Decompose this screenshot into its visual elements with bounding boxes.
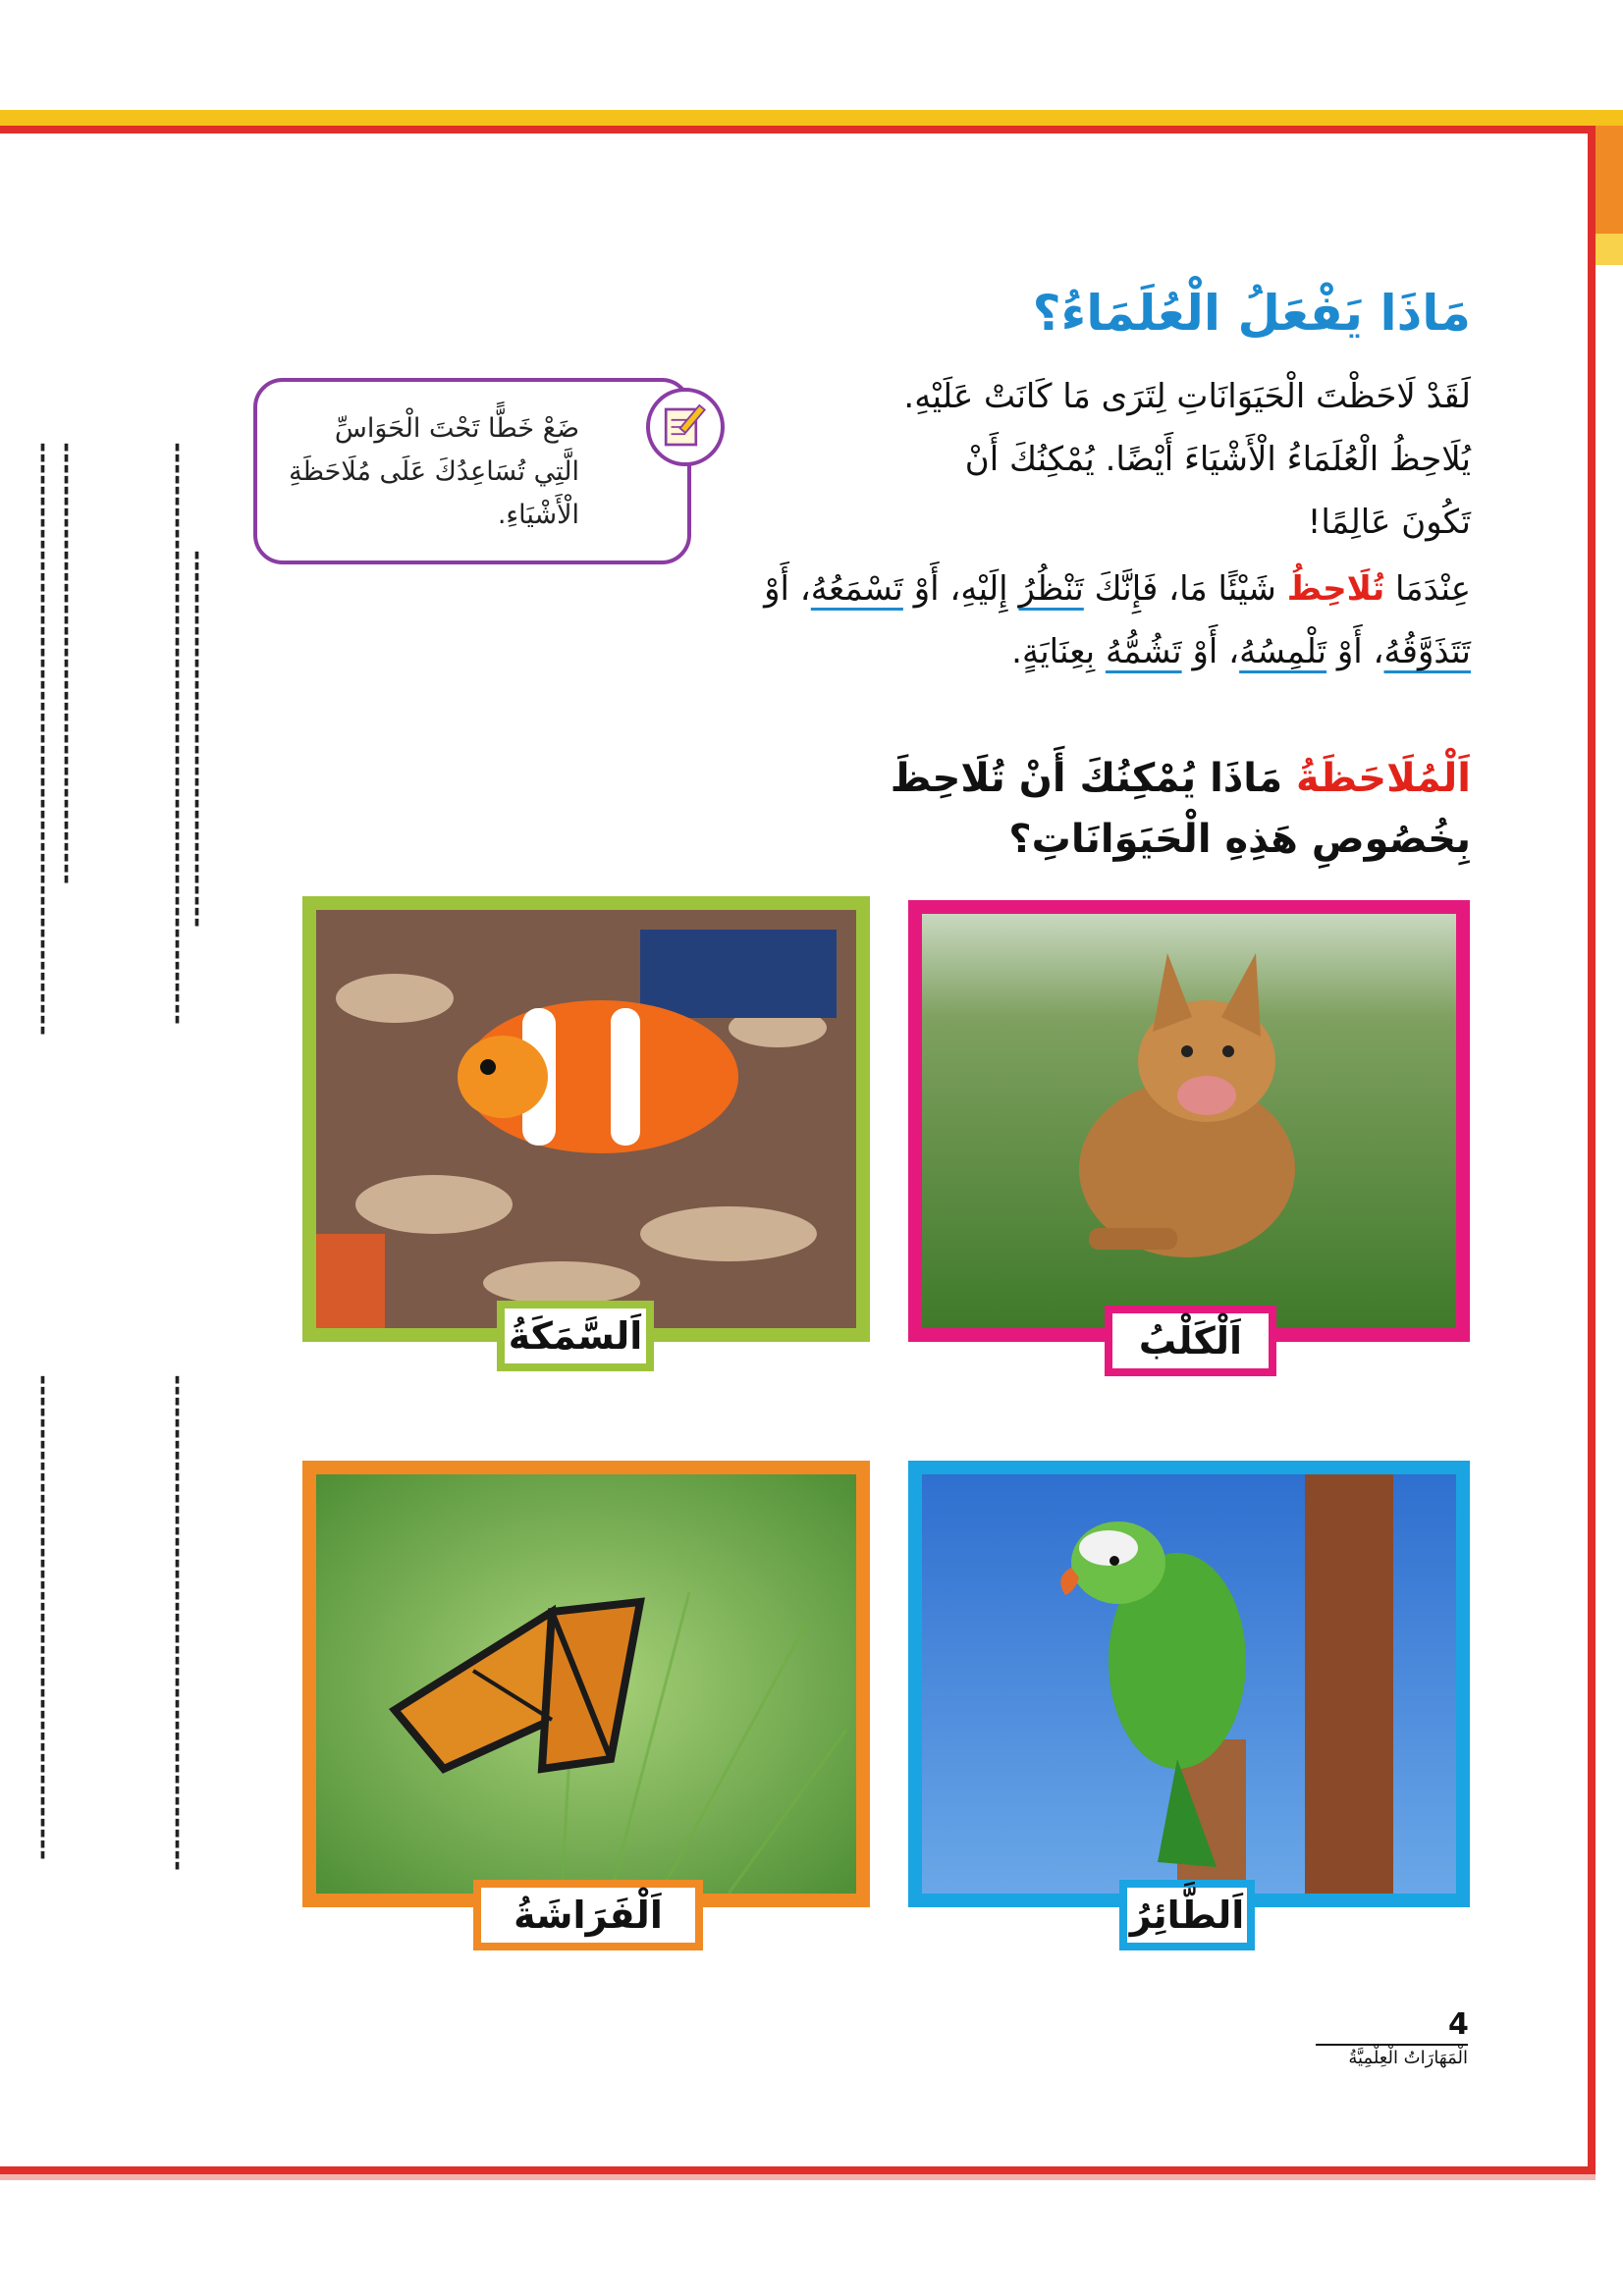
observe-or-2: ، أَوْ <box>1336 632 1384 671</box>
observe-end: بِعِنَايَةٍ. <box>1011 632 1096 671</box>
side-copyright-text-6: ▮▮▮▮▮▮▮▮▮▮▮▮▮▮▮▮▮▮▮▮▮▮▮▮▮▮▮▮▮▮▮▮▮▮▮▮▮▮▮▮▮▮▮▮▮▮ <box>172 1374 183 1871</box>
bird-label: اَلطَّائِرُ <box>1119 1880 1255 1950</box>
sense-taste[interactable]: تَتَذَوَّقُهُ <box>1383 632 1471 671</box>
activity-keyword: اَلْمُلَاحَظَةُ <box>1296 756 1471 801</box>
book-title-footer: الْمَهَارَاتُ الْعِلْمِيَّةُ <box>1348 2048 1468 2068</box>
page-number: 4 <box>1448 2007 1469 2042</box>
bird-photo <box>908 1461 1470 1907</box>
observe-mid: شَيْئًا مَا، فَإِنَّكَ <box>1094 569 1276 609</box>
pencil-notepad-icon <box>646 388 725 466</box>
butterfly-photo <box>302 1461 870 1907</box>
instruction-note-text: ضَعْ خَطًّا تَحْتَ الْحَوَاسِّ الَّتِي تُسَاعِدُكَ عَلَى مُلَاحَظَةِ الْأَشْيَاءِ. <box>289 413 579 530</box>
butterfly-label: اَلْفَرَاشَةُ <box>473 1880 703 1950</box>
sense-smell[interactable]: تَشُمُّهُ <box>1105 632 1182 671</box>
side-copyright-text-3: ▮▮▮▮▮▮▮▮▮▮▮▮▮▮▮▮▮▮▮▮▮▮▮▮▮▮▮▮▮▮▮▮▮▮▮▮▮▮▮▮▮▮▮▮▮ <box>37 1374 48 1860</box>
right-edge-tab-yellow <box>1596 234 1623 265</box>
side-copyright-text-2: ▮▮▮▮▮▮▮▮▮▮▮▮▮▮▮▮▮▮▮▮▮▮▮▮▮▮▮▮▮▮▮▮▮▮▮▮▮▮▮▮▮ <box>61 442 72 884</box>
observe-mid2: إِلَيْهِ، أَوْ <box>913 569 1008 609</box>
side-copyright-text-1: ▮▮▮▮▮▮▮▮▮▮▮▮▮▮▮▮▮▮▮▮▮▮▮▮▮▮▮▮▮▮▮▮▮▮▮▮▮▮▮▮▮▮▮▮▮▮▮▮▮▮▮▮▮▮▮ <box>37 442 48 1036</box>
observe-or-3: ، أَوْ <box>1192 632 1240 671</box>
sense-look[interactable]: تَنْظُرُ <box>1018 569 1084 609</box>
intro-paragraph <box>705 365 1471 554</box>
dog-label: اَلْكَلْبُ <box>1105 1306 1276 1376</box>
bottom-edge-shadow <box>0 2174 1596 2180</box>
sense-touch[interactable]: تَلْمِسُهُ <box>1239 632 1327 671</box>
top-color-band <box>0 110 1623 126</box>
fish-label: اَلسَّمَكَةُ <box>497 1301 654 1371</box>
page-title: مَاذَا يَفْعَلُ الْعُلَمَاءُ؟ <box>1032 285 1471 342</box>
dog-photo <box>908 900 1470 1342</box>
footer-rule <box>1316 2044 1468 2046</box>
activity-heading <box>587 748 1471 870</box>
intro-line-3: تَكُونَ عَالِمًا! <box>1307 503 1471 542</box>
sense-listen[interactable]: تَسْمَعُهُ <box>810 569 903 609</box>
activity-line-2: بِخُصُوصِ هَذِهِ الْحَيَوَانَاتِ؟ <box>1008 817 1471 862</box>
instruction-note-box <box>253 378 691 564</box>
intro-line-2: يُلَاحِظُ الْعُلَمَاءُ الْأَشْيَاءَ أَيْضًا. يُمْكِنُكَ أَنْ <box>964 440 1471 479</box>
right-edge-tab <box>1596 126 1623 234</box>
side-copyright-text-5: ▮▮▮▮▮▮▮▮▮▮▮▮▮▮▮▮▮▮▮▮▮▮▮▮▮▮▮▮▮▮▮▮▮▮▮ <box>191 550 202 928</box>
observe-or-1: ، أَوْ <box>764 569 811 609</box>
observe-paragraph <box>705 558 1471 683</box>
side-copyright-text-4: ▮▮▮▮▮▮▮▮▮▮▮▮▮▮▮▮▮▮▮▮▮▮▮▮▮▮▮▮▮▮▮▮▮▮▮▮▮▮▮▮▮▮▮▮▮▮▮▮▮▮▮▮▮▮ <box>172 442 183 1025</box>
intro-line-1: لَقَدْ لَاحَظْتَ الْحَيَوَانَاتِ لِتَرَى مَا كَانَتْ عَلَيْهِ. <box>903 377 1471 416</box>
fish-photo <box>302 896 870 1342</box>
observe-pre: عِنْدَمَا <box>1395 569 1471 609</box>
observe-keyword: تُلَاحِظُ <box>1286 569 1385 609</box>
activity-line-1: مَاذَا يُمْكِنُكَ أَنْ تُلَاحِظَ <box>890 756 1283 801</box>
